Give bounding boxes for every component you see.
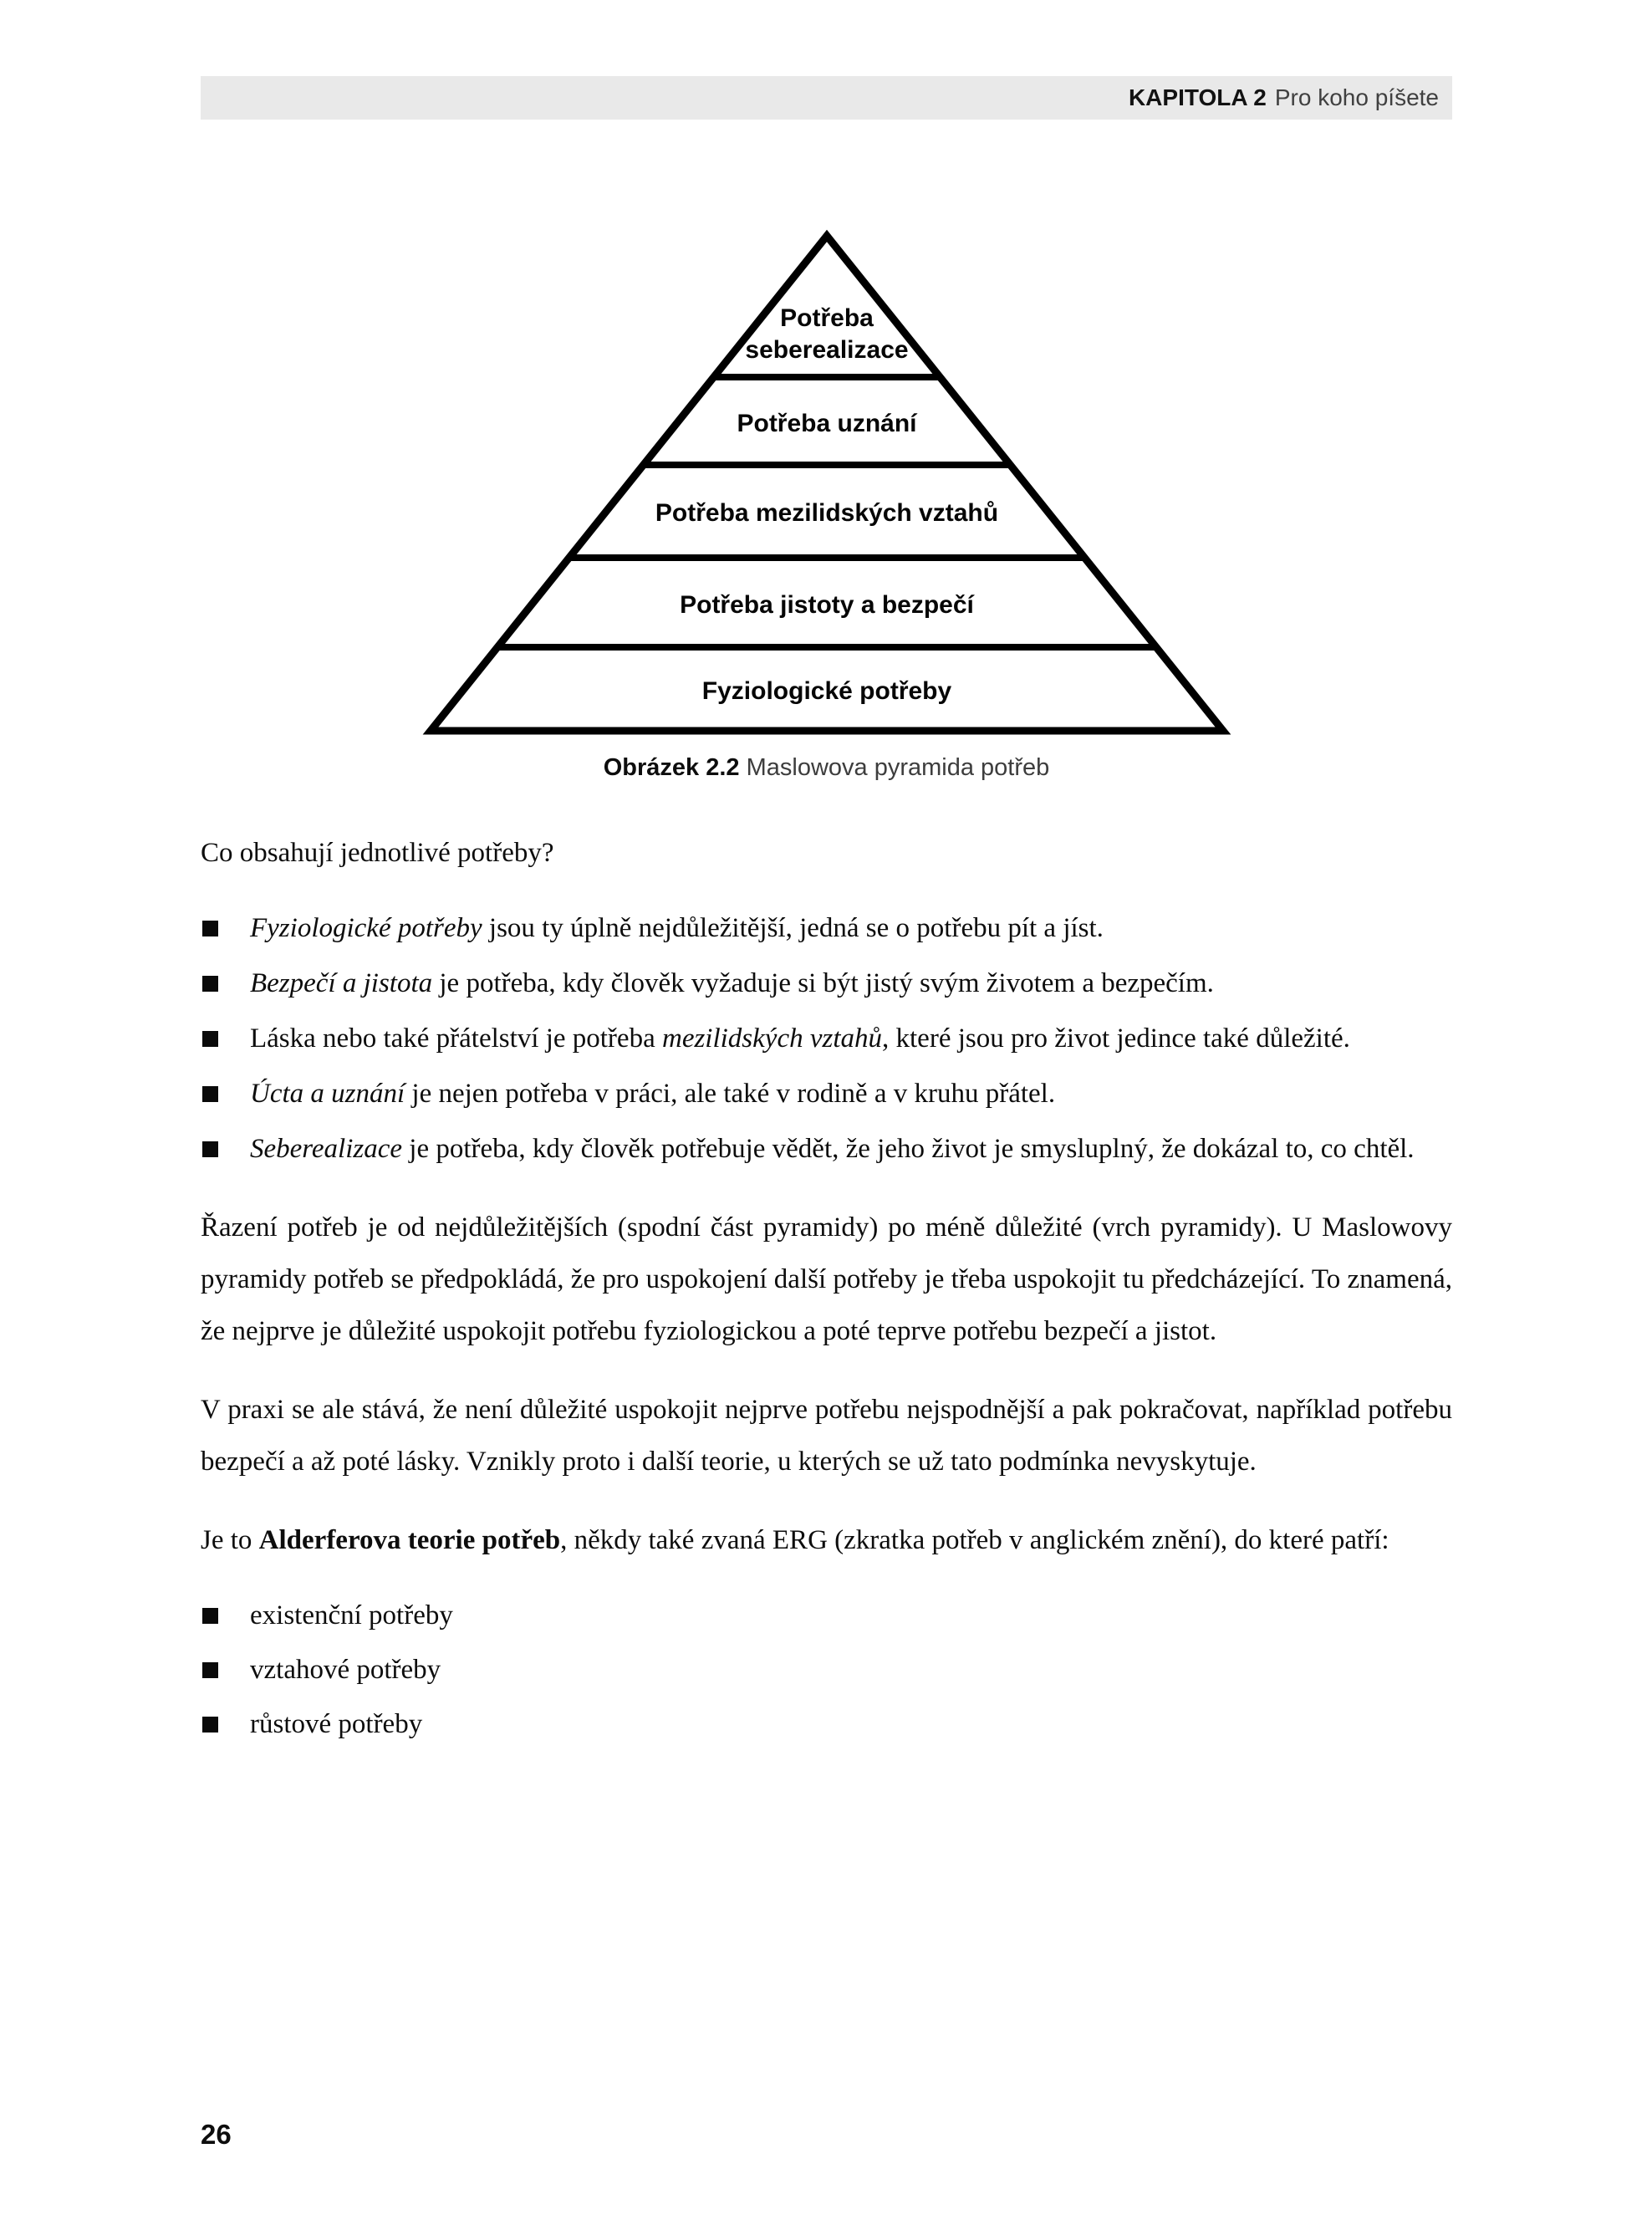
list-item xyxy=(201,902,1452,954)
page-header xyxy=(201,76,1452,120)
bullet-text-pre: Láska nebo také přátelství je potřeba xyxy=(250,1023,662,1054)
bullet-text-post: je nejen potřeba v práci, ale také v rodině a v kruhu přátel. xyxy=(405,1079,1056,1109)
bullet-text xyxy=(250,1079,1055,1109)
square-bullet-icon xyxy=(202,1608,218,1624)
header-chapter-label: KAPITOLA 2 xyxy=(1128,84,1267,110)
bullet-text-post: jsou ty úplně nejdůležitější, jedná se o potřebu pít a jíst. xyxy=(482,913,1104,943)
list-item xyxy=(201,1123,1452,1175)
pyramid-level-5-label: Fyziologické potřeby xyxy=(701,677,951,705)
list-item xyxy=(201,957,1452,1009)
bullet-text-emphasis: Fyziologické potřeby xyxy=(250,913,482,943)
list-item xyxy=(201,1590,1452,1641)
figure-caption xyxy=(201,754,1452,782)
figure-caption-text: Maslowova pyramida potřeb xyxy=(746,754,1050,781)
bullet-text-post: je potřeba, kdy člověk vyžaduje si být jistý svým životem a bezpečím. xyxy=(432,968,1214,998)
square-bullet-icon xyxy=(202,1662,218,1678)
pyramid-level-2-label: Potřeba uznání xyxy=(736,410,917,437)
pyramid-level-4-label: Potřeba jistoty a bezpečí xyxy=(679,591,974,619)
bullet-text xyxy=(250,1023,1350,1054)
paragraph-ordering: Řazení potřeb je od nejdůležitějších (spodní část pyramidy) po méně důležité (vrch pyramidy). U Maslowovy pyramidy potřeb se předpokládá, že pro uspokojení další potřeby je třeba uspokojit tu předcházející. To znamená, že nejprve je důležité uspokojit potřebu fyziologickou a poté teprve potřebu bezpečí a jistot. xyxy=(201,1212,1452,1346)
maslow-pyramid xyxy=(417,224,1236,743)
square-bullet-icon xyxy=(202,1031,218,1047)
list-item xyxy=(201,1068,1452,1120)
bullet-text: růstové potřeby xyxy=(250,1709,423,1739)
maslow-pyramid-figure xyxy=(201,224,1452,782)
paragraph-practice: V praxi se ale stává, že není důležité uspokojit nejprve potřebu nejspodnější a pak pokračovat, například potřebu bezpečí a až poté lásky. Vznikly proto i další teorie, u kterých se už tato podmínka nevyskytuje. xyxy=(201,1395,1452,1477)
section-question: Co obsahují jednotlivé potřeby? xyxy=(201,838,554,868)
figure-caption-number: Obrázek 2.2 xyxy=(603,754,740,781)
pyramid-level-1-label-line2: seberealizace xyxy=(744,336,909,364)
bullet-text-emphasis: Úcta a uznání xyxy=(250,1079,405,1109)
bullet-text xyxy=(250,968,1214,998)
square-bullet-icon xyxy=(202,1141,218,1157)
erg-theory-name: Alderferova teorie potřeb xyxy=(258,1525,561,1555)
bullet-text: existenční potřeby xyxy=(250,1600,453,1630)
page-number: 26 xyxy=(201,2119,232,2150)
list-item xyxy=(201,1644,1452,1696)
erg-intro-pre: Je to xyxy=(201,1525,259,1555)
bullet-text-emphasis: Bezpečí a jistota xyxy=(250,968,433,998)
bullet-text-emphasis: Seberealizace xyxy=(250,1134,403,1164)
pyramid-level-1-label-line1: Potřeba xyxy=(779,304,874,332)
square-bullet-icon xyxy=(202,976,218,992)
square-bullet-icon xyxy=(202,921,218,936)
pyramid-level-3-label: Potřeba mezilidských vztahů xyxy=(655,499,998,527)
bullet-text xyxy=(250,1134,1415,1164)
header-chapter-title: Pro koho píšete xyxy=(1274,84,1439,110)
bullet-text xyxy=(250,913,1104,943)
square-bullet-icon xyxy=(202,1717,218,1733)
square-bullet-icon xyxy=(202,1086,218,1102)
bullet-text: vztahové potřeby xyxy=(250,1655,441,1685)
bullet-text-post: je potřeba, kdy člověk potřebuje vědět, že jeho život je smysluplný, že dokázal to, co chtěl. xyxy=(402,1134,1415,1164)
bullet-text-post: , které jsou pro život jedince také důležité. xyxy=(882,1023,1350,1054)
bullet-text-emphasis: mezilidských vztahů xyxy=(661,1023,883,1054)
list-item xyxy=(201,1013,1452,1064)
erg-intro-post: , někdy také zvaná ERG (zkratka potřeb v anglickém znění), do které patří: xyxy=(560,1525,1389,1555)
paragraph-erg-intro xyxy=(201,1514,1452,1566)
page-content xyxy=(201,119,1452,1753)
list-item xyxy=(201,1698,1452,1750)
needs-bullet-list xyxy=(201,902,1452,1175)
erg-bullet-list xyxy=(201,1590,1452,1750)
